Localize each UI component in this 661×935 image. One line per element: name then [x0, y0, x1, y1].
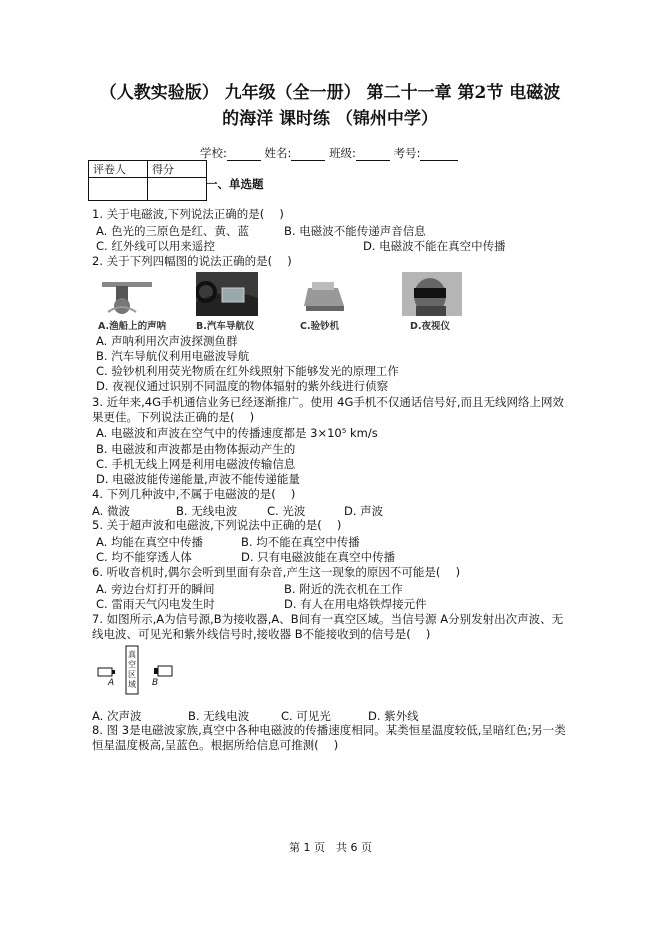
- q6-options: [92, 581, 572, 611]
- title-line-2: 的海洋 课时练 （锦州中学）: [222, 109, 438, 129]
- number-field[interactable]: [420, 148, 458, 161]
- q8-stem-line-2: 恒星温度极高,呈蓝色。根据所给信息可推测( ): [92, 738, 339, 752]
- student-info-line: [200, 145, 458, 161]
- q7-label-b: B: [152, 678, 159, 688]
- q7-option-b[interactable]: B. 无线电波: [188, 709, 250, 723]
- q1-options: [92, 223, 572, 253]
- q2-option-d[interactable]: D. 夜视仪通过识别不同温度的物体辐射的紫外线进行侦察: [96, 379, 389, 393]
- q2-option-a[interactable]: A. 声呐利用次声波探测鱼群: [96, 334, 238, 348]
- q3-stem-line-2: 果更佳。下列说法正确的是( ): [92, 410, 255, 424]
- sonar-boat-image: [98, 272, 156, 316]
- name-label: 姓名:: [264, 146, 292, 160]
- q7-label-a: A: [108, 678, 115, 688]
- q6-option-d[interactable]: D. 有人在用电烙铁焊接元件: [284, 597, 427, 611]
- q4-options: [92, 503, 572, 518]
- q1-stem: 1. 关于电磁波,下列说法正确的是( ): [92, 207, 284, 221]
- class-label: 班级:: [329, 146, 356, 160]
- q7-option-d[interactable]: D. 紫外线: [368, 709, 419, 723]
- q4-stem: 4. 下列几种波中,不属于电磁波的是( ): [92, 487, 296, 501]
- q2-stem: 2. 关于下列四幅图的说法正确的是( ): [92, 254, 292, 268]
- q2-caption-c: C.验钞机: [300, 321, 340, 332]
- name-field[interactable]: [291, 148, 325, 161]
- q3-option-b[interactable]: B. 电磁波和声波都是由物体振动产生的: [96, 442, 296, 456]
- q5-options: [92, 534, 572, 564]
- q1-option-d[interactable]: D. 电磁波不能在真空中传播: [363, 239, 506, 253]
- q5-option-b[interactable]: B. 均不能在真空中传播: [241, 535, 360, 549]
- q7-stem-line-2: 线电波、可见光和紫外线信号时,接收器 B不能接收到的信号是( ): [92, 627, 431, 641]
- q2-caption-b: B.汽车导航仪: [196, 321, 255, 332]
- night-vision-image: [402, 272, 462, 316]
- q4-option-a[interactable]: A. 微波: [92, 504, 130, 518]
- class-field[interactable]: [356, 148, 390, 161]
- q2-caption-a: A.渔船上的声呐: [98, 321, 167, 332]
- q3-stem-line-1: 3. 近年来,4G手机通信业务已经逐渐推广。使用 4G手机不仅通话信号好,而且无线网络上网效: [92, 395, 565, 409]
- q8-stem-line-1: 8. 图 3是电磁波家族,真空中各种电磁波的传播速度相同。某类恒星温度较低,呈暗红色;另一类: [92, 723, 566, 737]
- q2-caption-d: D.夜视仪: [410, 321, 450, 332]
- q3-option-a[interactable]: A. 电磁波和声波在空气中的传播速度都是 3×10⁵ km/s: [96, 426, 378, 440]
- reviewer-header: 评卷人: [89, 161, 148, 178]
- money-detector-image: [298, 272, 348, 316]
- q6-option-b[interactable]: B. 附近的洗衣机在工作: [284, 582, 403, 596]
- q5-option-c[interactable]: C. 均不能穿透人体: [96, 550, 192, 564]
- q7-figure: [94, 644, 184, 696]
- q5-option-d[interactable]: D. 只有电磁波能在真空中传播: [241, 550, 396, 564]
- q3-option-d[interactable]: D. 电磁波能传递能量,声波不能传递能量: [96, 472, 300, 486]
- q5-stem: 5. 关于超声波和电磁波,下列说法中正确的是( ): [92, 518, 342, 532]
- q6-option-c[interactable]: C. 雷雨天气闪电发生时: [96, 597, 215, 611]
- q7-stem-line-1: 7. 如图所示,A为信号源,B为接收器,A、B间有一真空区域。当信号源 A分别发射出次声波、无: [92, 612, 564, 626]
- q6-stem: 6. 听收音机时,偶尔会听到里面有杂音,产生这一现象的原因不可能是( ): [92, 565, 461, 579]
- score-table: [88, 160, 207, 201]
- page-footer: 第 1 页 共 6 页: [289, 841, 372, 854]
- section-heading: 一、单选题: [206, 177, 264, 191]
- q7-vacuum-label: 真空区域: [128, 650, 136, 689]
- score-cell[interactable]: [148, 178, 207, 201]
- q2-option-c[interactable]: C. 验钞机利用荧光物质在红外线照射下能够发光的原理工作: [96, 364, 399, 378]
- vacuum-setup-diagram: [94, 644, 184, 696]
- q1-option-a[interactable]: A. 色光的三原色是红、黄、蓝: [96, 224, 249, 238]
- q1-option-c[interactable]: C. 红外线可以用来遥控: [96, 239, 215, 253]
- car-navigator-image: [196, 272, 258, 316]
- number-label: 考号:: [393, 146, 421, 160]
- title-line-1: （人教实验版） 九年级（全一册） 第二十一章 第2节 电磁波: [99, 83, 561, 103]
- school-label: 学校:: [200, 146, 227, 160]
- q7-options: [92, 708, 572, 723]
- q5-option-a[interactable]: A. 均能在真空中传播: [96, 535, 203, 549]
- q4-option-c[interactable]: C. 光波: [267, 504, 306, 518]
- q4-option-d[interactable]: D. 声波: [344, 504, 384, 518]
- q2-option-b[interactable]: B. 汽车导航仪利用电磁波导航: [96, 349, 250, 363]
- q4-option-b[interactable]: B. 无线电波: [176, 504, 238, 518]
- school-field[interactable]: [227, 148, 261, 161]
- score-header: 得分: [148, 161, 207, 178]
- q7-option-a[interactable]: A. 次声波: [92, 709, 142, 723]
- q1-option-b[interactable]: B. 电磁波不能传递声音信息: [284, 224, 426, 238]
- q3-option-c[interactable]: C. 手机无线上网是利用电磁波传输信息: [96, 457, 296, 471]
- q7-option-c[interactable]: C. 可见光: [281, 709, 331, 723]
- reviewer-cell[interactable]: [89, 178, 148, 201]
- q6-option-a[interactable]: A. 旁边台灯打开的瞬间: [96, 582, 215, 596]
